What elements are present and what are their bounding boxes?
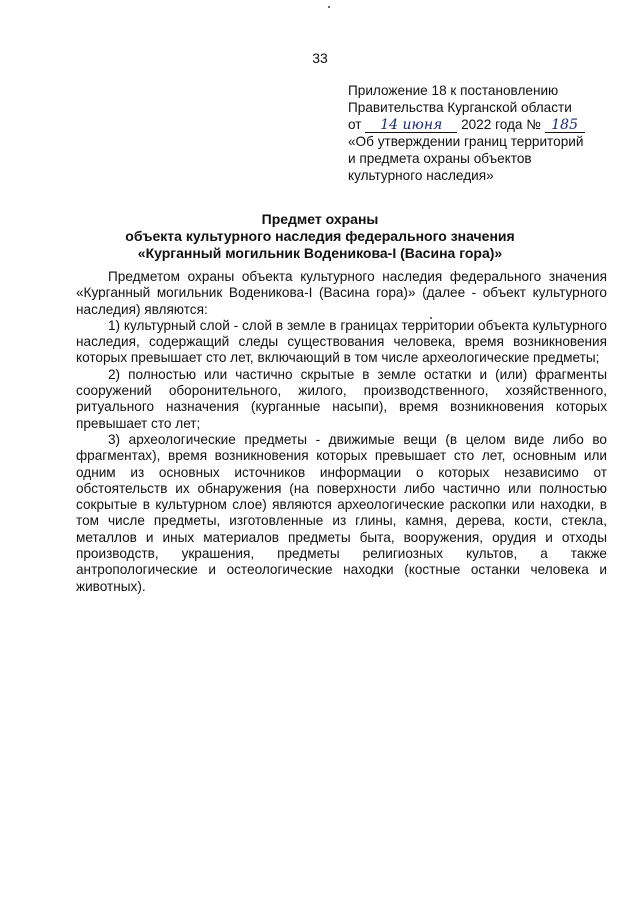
paragraph-item-3: 3) археологические предметы - движимые вещи (в целом виде либо во фрагментах), время возникновения которых превышает сто лет, основным или одним из основных источников информации о которых независимо от обстоятельств их обнаружения (на поверхности либо частично или полностью сокрытые в культурном слое) являются археологические раскопки или находки, в том числе предметы, изготовленные из глины, камня, дерева, кости, стекла, металлов и иных материалов предметы быта, вооружения, орудия и отходы производств, украшения, предметы религиозных культов, а также антропологические и остеологические находки (костные останки человека и животных).: [76, 431, 607, 594]
paragraph-item-1: 1) культурный слой - слой в земле в границах территории объекта культурного наследия, содержащий следы существования человека, время возникновения которых превышает сто лет, включающий в том числе археологические предметы;: [76, 317, 607, 366]
appendix-line: и предмета охраны объектов: [348, 151, 532, 166]
paragraph-intro: Предметом охраны объекта культурного наследия федерального значения «Курганный могильник Воденикова-I (Васина гора)» (далее - объект культурного наследия) являются:: [76, 269, 607, 317]
title-line: Предмет охраны: [261, 211, 379, 227]
title-line: «Курганный могильник Воденикова-I (Васина гора)»: [137, 245, 503, 261]
appendix-line: Правительства Курганской области: [348, 100, 572, 115]
appendix-line: культурного наследия»: [348, 168, 494, 183]
year-text: 2022 года №: [461, 117, 541, 132]
appendix-line: Приложение 18 к постановлению: [348, 83, 559, 98]
appendix-line: «Об утверждении границ территорий: [348, 134, 584, 149]
document-title: [0, 211, 640, 262]
scan-speck: [328, 6, 330, 8]
appendix-date-line: [348, 116, 616, 133]
document-body: [76, 269, 607, 595]
handwritten-number: 185: [545, 118, 585, 133]
date-prefix: от: [348, 117, 362, 132]
handwritten-date: 14 июня: [365, 118, 457, 133]
appendix-header: [348, 82, 616, 184]
page-number: 33: [312, 50, 328, 66]
paragraph-item-2: 2) полностью или частично скрытые в земле остатки и (или) фрагменты сооружений оборонительного, жилого, производственного, хозяйственного, ритуального назначения (курганные насыпи), время возникновения которых превышает сто лет;: [76, 366, 607, 431]
title-line: объекта культурного наследия федерального значения: [125, 228, 515, 244]
